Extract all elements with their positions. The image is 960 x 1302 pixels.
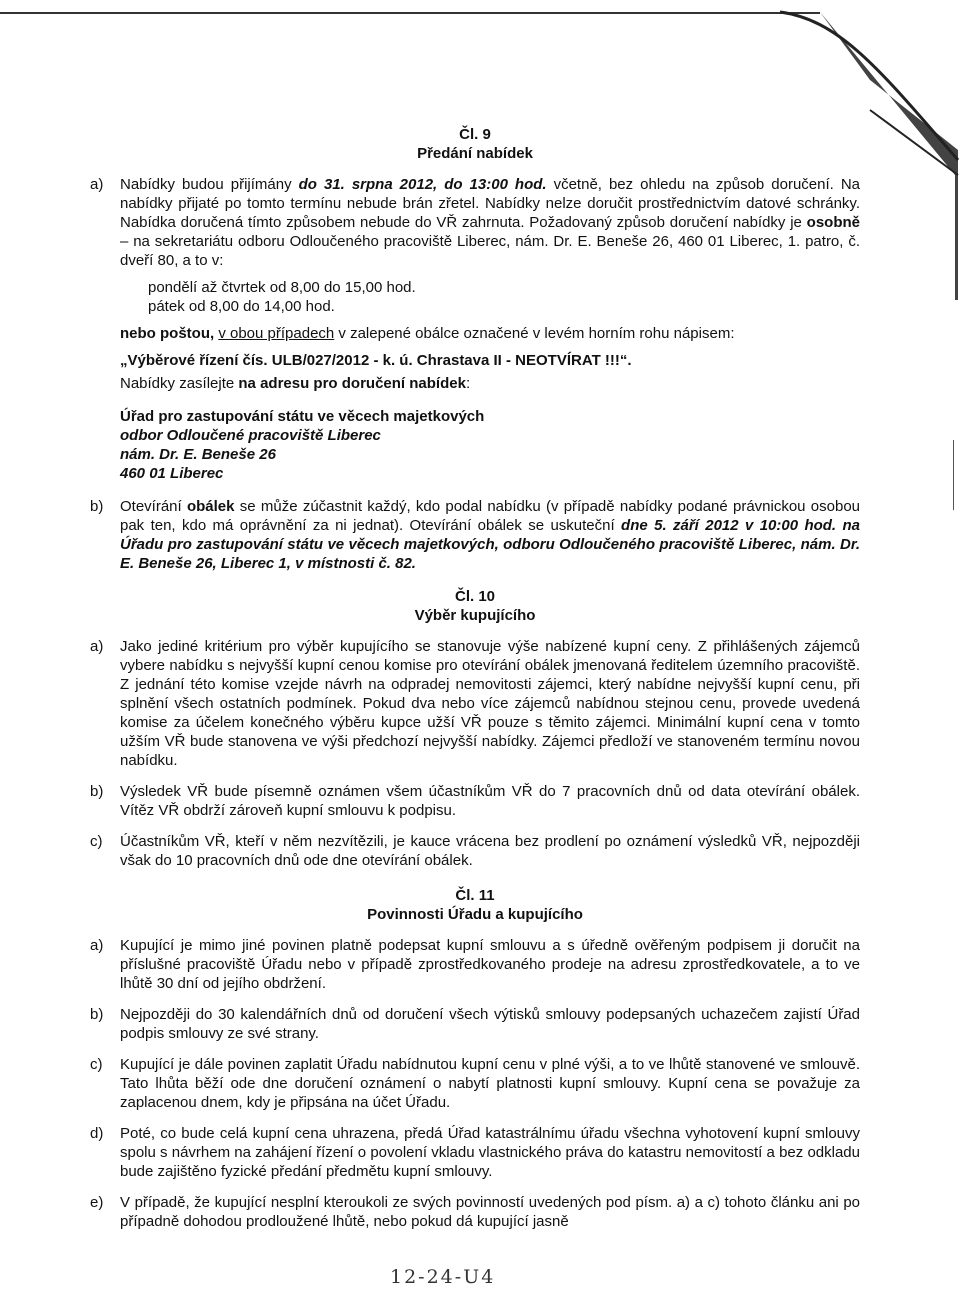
- item-text: V případě, že kupující nesplní kteroukoli ze svých povinností uvedených pod písm. a) a c) tohoto článku ani po případně dohodou prodloužené lhůtě, nebo pokud dá kupující jasně: [120, 1194, 860, 1230]
- envelope-marking: „Výběrové řízení čís. ULB/027/2012 - k. ú. Chrastava II - NEOTVÍRAT !!!“.: [120, 352, 632, 369]
- item-label: c): [90, 1056, 103, 1073]
- article-10-item: [90, 637, 860, 770]
- article-9: [90, 125, 860, 573]
- article-9-item-b: [90, 497, 860, 573]
- address-line-1: Úřad pro zastupování státu ve věcech majetkových: [120, 408, 485, 425]
- handwritten-note: 12-24-U4: [390, 1266, 496, 1288]
- document-body: [90, 125, 860, 1231]
- office-hours-friday: pátek od 8,00 do 14,00 hod.: [148, 298, 335, 315]
- item-text: Jako jediné kritérium pro výběr kupujícího se stanovuje výše nabízené kupní ceny. Z přihlášených zájemců vybere nabídku s nejvyšší kupní cenou komise pro otevírání obálek jmenovaná ředitelem územního pracoviště. Z jednání této komise vzejde návrh na odpradej nemovitosti zájemci, který nabídne nejvyšší kupní cenu, při splnění všech ostatních podmínek. Pokud dva nebo více zájemců nabídnou stejnou cenu, provede uvedená komise za účelem konečného výběru kupce užší VŘ pouze s těmito zájemci. Minimální kupní cena v tomto užším VŘ bude stanovena ve výši předchozí nejvyšší nabídky. Zájemci předloží ve stanoveném termínu novou nabídku.: [120, 638, 860, 769]
- item-label: b): [90, 1006, 104, 1023]
- article-10-number: Čl. 10: [454, 588, 496, 605]
- item-label: b): [90, 498, 104, 515]
- item-label: b): [90, 783, 104, 800]
- item-label: c): [90, 833, 103, 850]
- article-11-item: [90, 936, 860, 993]
- item-label: a): [90, 937, 104, 954]
- delivery-address: [120, 407, 860, 483]
- article-11-title: Povinnosti Úřadu a kupujícího: [367, 906, 583, 923]
- item-text: Otevírání obálek se může zúčastnit každý, kdo podal nabídku (v případě nabídky podané právnickou osobou pak ten, kdo má oprávnění za ni jednat). Otevírání obálek se uskuteční dne 5. září 2012 v 10:00 hod. na Úřadu pro zastupování státu ve věcech majetkových, odboru Odloučeného pracoviště Liberec, nám. Dr. E. Beneše 26, Liberec 1, v místnosti č. 82.: [120, 498, 860, 572]
- post-delivery-text: nebo poštou, v obou případech v zalepené obálce označené v levém horním rohu nápisem:: [120, 325, 735, 342]
- item-text: Poté, co bude celá kupní cena uhrazena, předá Úřad katastrálnímu úřadu všechna vyhotovení kupní smlouvy spolu s návrhem na zahájení řízení o povolení vkladu vlastnického práva do katastru nemovitostí a bez odkladu bude zajištěno fyzické předání předmětu kupní smlouvy.: [120, 1125, 860, 1180]
- address-line-2: odbor Odloučené pracoviště Liberec: [120, 427, 381, 444]
- article-9-title: Předání nabídek: [417, 145, 533, 162]
- scan-margin-line: [953, 440, 954, 510]
- article-10-item: [90, 782, 860, 820]
- address-line-4: 460 01 Liberec: [120, 465, 224, 482]
- item-label: a): [90, 176, 104, 193]
- article-11-number: Čl. 11: [455, 887, 495, 904]
- article-11-item: [90, 1055, 860, 1112]
- item-text: Účastníkům VŘ, kteří v něm nezvítězili, je kauce vrácena bez prodlení po oznámení výsledků VŘ, nejpozději však do 10 pracovních dnů ode dne otevírání obálek.: [120, 833, 860, 869]
- office-hours-weekdays: pondělí až čtvrtek od 8,00 do 15,00 hod.: [148, 279, 416, 296]
- item-label: a): [90, 638, 104, 655]
- article-11-item: [90, 1124, 860, 1181]
- send-address-intro: Nabídky zasílejte na adresu pro doručení nabídek:: [120, 375, 471, 392]
- item-label: e): [90, 1194, 104, 1211]
- item-text: Nabídky budou přijímány do 31. srpna 2012, do 13:00 hod. včetně, bez ohledu na způsob doručení. Na nabídky přijaté po tomto termínu nebude brán zřetel. Nabídky nelze doručit prostřednictvím datové schránky. Nabídka doručená tímto způsobem nebude do VŘ zahrnuta. Požadovaný způsob doručení nabídky je osobně – na sekretariátu odboru Odloučeného pracoviště Liberec, nám. Dr. E. Beneše 26, 460 01 Liberec, 1. patro, č. dveří 80, a to v:: [120, 176, 860, 269]
- article-10-title: Výběr kupujícího: [414, 607, 536, 624]
- article-9-item-a: [90, 175, 860, 483]
- item-text: Nejpozději do 30 kalendářních dnů od doručení všech výtisků smlouvy podepsaných uchazečem zajistí Úřad podpis smlouvy ze své strany.: [120, 1006, 860, 1042]
- article-9-number: Čl. 9: [459, 126, 491, 143]
- address-line-3: nám. Dr. E. Beneše 26: [120, 446, 276, 463]
- article-11-item: [90, 1005, 860, 1043]
- item-label: d): [90, 1125, 104, 1142]
- item-text: Kupující je dále povinen zaplatit Úřadu nabídnutou kupní cenu v plné výši, a to ve lhůtě stanovené ve smlouvě. Tato lhůta běží ode dne doručení oznámení o nabytí platnosti kupní smlouvy. Kupní cena se považuje za zaplacenou dnem, kdy je připsána na účet Úřadu.: [120, 1056, 860, 1111]
- article-11-item: [90, 1193, 860, 1231]
- article-10-item: [90, 832, 860, 870]
- item-text: Výsledek VŘ bude písemně oznámen všem účastníkům VŘ do 7 pracovních dnů od data otevírání obálek. Vítěz VŘ obdrží zároveň kupní smlouvu k podpisu.: [120, 783, 860, 819]
- item-text: Kupující je mimo jiné povinen platně podepsat kupní smlouvu a s úředně ověřeným podpisem ji doručit na příslušné pracoviště Úřadu nebo v případě zprostředkovaného prodeje na adresu zprostředkovatele, a to ve lhůtě 30 dní od jejího obdržení.: [120, 937, 860, 992]
- article-11: [90, 886, 860, 1231]
- article-10: [90, 587, 860, 870]
